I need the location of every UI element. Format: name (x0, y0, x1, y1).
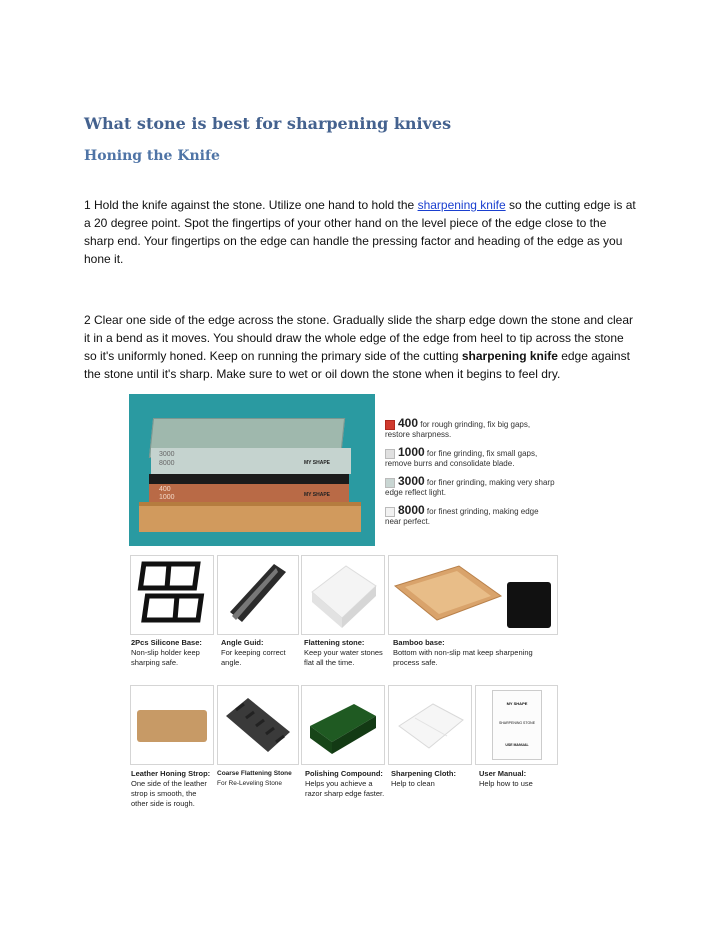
gray-square-icon (385, 478, 395, 488)
stone-label: 3000 (159, 451, 175, 458)
white-square-icon (385, 449, 395, 459)
manual-subtitle: SHARPENING STONE (498, 721, 536, 725)
flattening-stone-icon (302, 556, 384, 634)
stone-label: 8000 (159, 460, 175, 467)
grit-3000 (385, 476, 555, 498)
leather-strop-icon (131, 686, 213, 764)
caption-desc: Non-slip holder keep sharping safe. (131, 648, 200, 667)
coarse-stone-caption (217, 769, 303, 789)
section-heading: Honing the Knife (84, 148, 220, 164)
brand-logo: MY SHAPE (303, 460, 331, 466)
caption-title: Polishing Compound: (305, 769, 383, 778)
caption-title: User Manual: (479, 769, 527, 778)
para2-text-a: 2 Clear one side of the edge across the stone. Gradually slide the sharp edge down the stone and clear it in a bend as it moves. You should draw the whole edge of the edge from heel to tip across the stone so it's uniformly honed. Keep on running the primary side of the cutting (84, 313, 634, 363)
grit-desc: for finer grinding, making very sharp edge reflect light. (385, 478, 555, 497)
grit-number: 400 (398, 416, 419, 430)
bamboo-base-caption (393, 638, 559, 668)
silicone-base-icon (131, 556, 213, 634)
caption-desc: One side of the leather strop is smooth, the other side is rough. (131, 779, 207, 808)
flattening-stone-tile (301, 555, 385, 635)
silicone-base-caption (131, 638, 215, 668)
grit-desc: for finest grinding, making edge near perfect. (385, 507, 539, 526)
caption-title: Bamboo base: (393, 638, 445, 647)
angle-guide-caption (221, 638, 301, 668)
para1-text-a: 1 Hold the knife against the stone. Utilize one hand to hold the (84, 198, 418, 212)
flattening-stone-caption (304, 638, 389, 668)
grit-400 (385, 418, 555, 440)
caption-desc: For Re-Leveling Stone (217, 780, 283, 787)
user-manual-caption (479, 769, 559, 789)
grit-desc: for fine grinding, fix small gaps, remove burrs and consolidate blade. (385, 449, 538, 468)
caption-title: Leather Honing Strop: (131, 769, 211, 778)
manual-booklet (492, 690, 542, 760)
grit-number: 1000 (398, 445, 425, 459)
caption-title: Flattening stone: (304, 638, 365, 647)
paragraph-2 (84, 311, 636, 383)
coarse-stone-icon (218, 686, 298, 764)
stone-label: 1000 (159, 494, 175, 501)
sharpening-cloth-caption (391, 769, 475, 789)
caption-title: Sharpening Cloth: (391, 769, 456, 778)
bamboo-holder (139, 502, 361, 532)
bamboo-base-icon (389, 556, 557, 634)
grit-desc: for rough grinding, fix big gaps, restore sharpness. (385, 420, 531, 439)
sharpening-cloth-icon (389, 686, 471, 764)
user-manual-tile (475, 685, 558, 765)
caption-desc: Bottom with non-slip mat keep sharpening process safe. (393, 648, 533, 667)
grit-1000 (385, 447, 555, 469)
angle-guide-icon (218, 556, 298, 634)
silicone-base-tile (130, 555, 214, 635)
red-square-icon (385, 420, 395, 430)
grit-8000 (385, 505, 555, 527)
product-banner (129, 394, 561, 546)
caption-title: 2Pcs Silicone Base: (131, 638, 202, 647)
leather-strop-caption (131, 769, 215, 809)
polishing-compound-icon (302, 686, 384, 764)
sharpening-knife-link[interactable]: sharpening knife (417, 198, 506, 212)
caption-desc: Help to clean (391, 779, 435, 788)
caption-desc: Helps you achieve a razor sharp edge faster. (305, 779, 385, 798)
stone-label: 400 (159, 486, 171, 493)
caption-title: Angle Guid: (221, 638, 264, 647)
caption-desc: Keep your water stones flat all the time. (304, 648, 383, 667)
caption-desc: For keeping correct angle. (221, 648, 286, 667)
polishing-compound-tile (301, 685, 385, 765)
manual-label: USE MANUAL (505, 743, 529, 747)
coarse-stone-tile (217, 685, 299, 765)
angle-guide-tile (217, 555, 299, 635)
bamboo-base-tile (388, 555, 558, 635)
brand-logo: MY SHAPE (303, 492, 331, 498)
para2-bold-term: sharpening knife (461, 349, 558, 363)
grit-number: 8000 (398, 503, 425, 517)
page-title: What stone is best for sharpening knives (84, 114, 452, 133)
caption-desc: Help how to use (479, 779, 533, 788)
para2-text-b: edge against the stone until it's sharp. Make sure to wet or oil down the stone when it begins to feel dry. (84, 349, 630, 381)
sharpening-cloth-tile (388, 685, 472, 765)
polishing-compound-caption (305, 769, 391, 799)
manual-brand: MY SHAPE (506, 701, 528, 706)
para1-text-b: so the cutting edge is at a 20 degree point. Spot the fingertips of your other hand on the level piece of the edge close to the sharp end. Your fingertips on the edge can handle the pressing factor and heading of the edge as you hone it. (84, 198, 636, 266)
paragraph-1 (84, 196, 636, 268)
stone-divider (149, 474, 349, 484)
leather-strop-tile (130, 685, 214, 765)
caption-title: Coarse Flattening Stone (217, 770, 292, 777)
product-image (129, 394, 561, 824)
white-square-icon (385, 507, 395, 517)
grit-number: 3000 (398, 474, 425, 488)
